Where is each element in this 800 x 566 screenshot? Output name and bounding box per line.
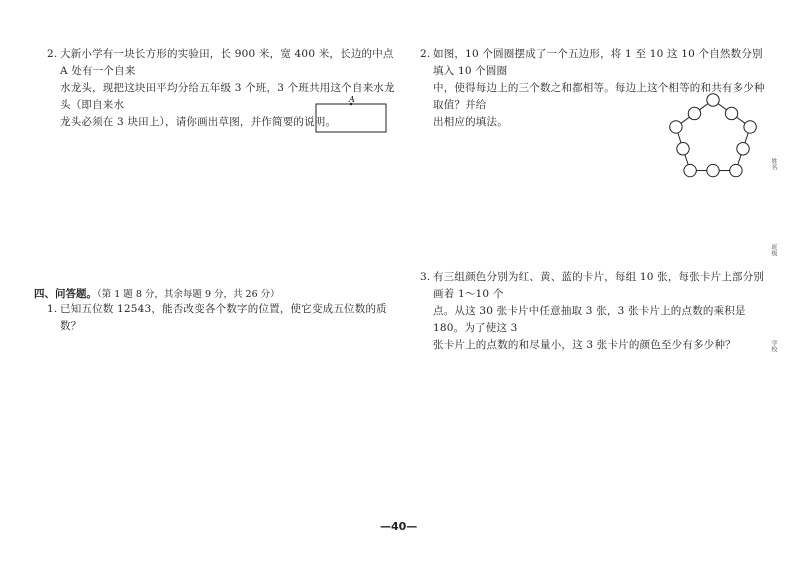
blank-circle [725, 107, 737, 119]
pentagon-edge-segment [681, 117, 690, 123]
left-question-1 [47, 301, 400, 335]
pentagon-edge-segment [685, 155, 688, 165]
question-line: 中，使得每边上的三个数之和都相等。每边上这个相等的和共有多少种取值？并给 [433, 82, 765, 111]
side-label-school: 学校 [770, 340, 777, 352]
section-scoring-note: （第 1 题 8 分，其余每题 9 分，共 26 分） [97, 289, 280, 300]
question-line: 如图，10 个圆圈摆成了一个五边形，将 1 至 10 这 10 个自然数分别填入 10 个圆圈 [433, 48, 763, 77]
question-line: 点。从这 30 张卡片中任意抽取 3 张，3 张卡片上的点数的乘积是 180。为了使这 3 [433, 305, 746, 334]
question-number: 2. [420, 48, 431, 60]
blank-circle [707, 94, 719, 106]
pentagon-nodes [670, 94, 757, 177]
side-label-class: 班级 [770, 244, 777, 256]
question-line: 大新小学有一块长方形的实验田，长 900 米，宽 400 米，长边的中点 A 处有一个自来 [60, 48, 394, 77]
pentagon-edge-segment [745, 133, 748, 143]
question-number: 2. [47, 48, 58, 60]
page-number: —40— [380, 520, 418, 533]
question-line: 有三组颜色分别为红、黄、蓝的卡片，每组 10 张，每张卡片上部分别画着 1～10 个 [433, 271, 765, 300]
section-title: 四、问答题。 [34, 288, 97, 300]
pentagon-edge-segment [678, 133, 681, 143]
question-line: 龙头必须在 3 块田上），请你画出草图，并作简要的说明。 [60, 116, 337, 128]
pentagon-edge-segment [699, 104, 708, 110]
blank-circle [670, 121, 682, 133]
pentagon-edge-segment [738, 155, 741, 165]
question-number: 1. [47, 303, 58, 315]
question-line: 水龙头，现把这块田平均分给五年级 3 个班，3 个班共用这个自来水龙头（即自来水 [60, 82, 395, 111]
blank-circle [688, 107, 700, 119]
blank-circle [730, 164, 742, 176]
pentagon-edge-segment [718, 104, 727, 110]
pentagon-edge-segment [737, 117, 746, 123]
field-rectangle-figure [312, 94, 392, 136]
question-line: 张卡片上的点数的和尽量小，这 3 张卡片的颜色至少有多少种？ [433, 339, 736, 351]
blank-circle [744, 121, 756, 133]
section-heading [34, 287, 280, 302]
right-question-3 [420, 269, 773, 354]
blank-circle [737, 143, 749, 155]
point-a-label: A [349, 95, 355, 104]
question-line: 已知五位数 12543，能否改变各个数字的位置，使它变成五位数的质数？ [60, 303, 387, 332]
blank-circle [684, 164, 696, 176]
blank-circle [677, 143, 689, 155]
side-label-name: 姓名 [770, 158, 777, 170]
question-number: 3. [420, 271, 431, 283]
pentagon-circles-figure [668, 92, 758, 180]
question-line: 出相应的填法。 [433, 116, 508, 128]
blank-circle [707, 164, 719, 176]
